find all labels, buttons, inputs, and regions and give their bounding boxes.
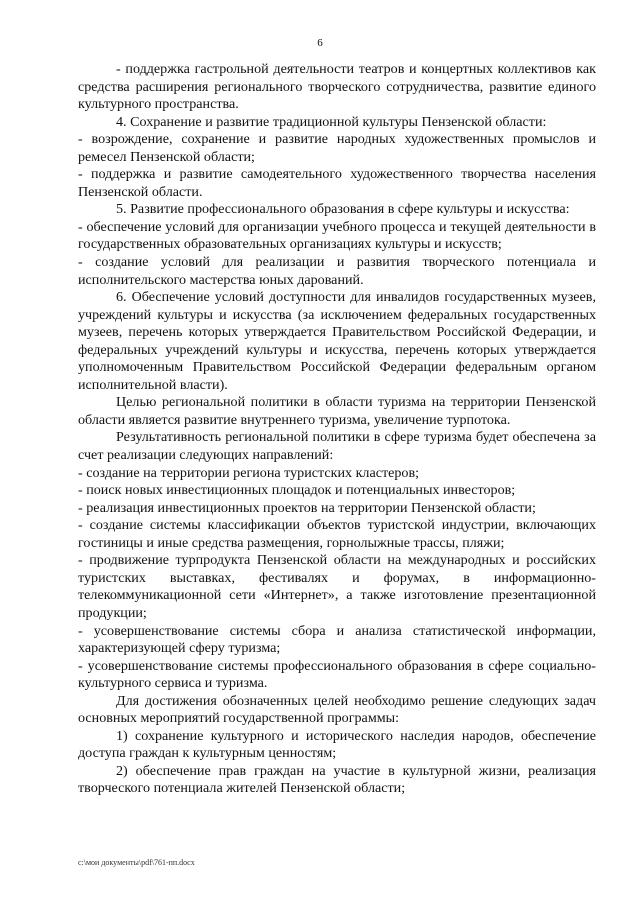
list-item-clusters: - создание на территории региона туристских кластеров;	[78, 464, 420, 481]
paragraph-accessibility: 6. Обеспечение условий доступности для инвалидов государственных музеев, учреждений культуры и искусства (за исключением федеральных государственных музеев, перечень которых утверждается Правительством Российской Федерации, и федеральных учреждений культуры и искусства, перечень которых утверждается уполномоченным Правительством Российской Федерации федеральным органом исполнительной власти).	[78, 289, 596, 393]
list-item-statistics: - усовершенствование системы сбора и анализа статистической информации, характеризующей сферу туризма;	[78, 622, 596, 657]
paragraph-amateur-art: - поддержка и развитие самодеятельного художественного творчества населения Пензенской области.	[78, 166, 596, 200]
paragraph-tourism-goal: Целью региональной политики в области туризма на территории Пензенской области является развитие внутреннего туризма, увеличение турпотока.	[78, 394, 596, 428]
document-body	[78, 61, 596, 798]
paragraph-task-heritage: 1) сохранение культурного и исторического наследия народов, обеспечение доступа граждан к культурным ценностям;	[78, 727, 596, 762]
paragraph-heading-education: 5. Развитие профессионального образования в сфере культуры и искусства:	[116, 201, 570, 218]
paragraph-touring-support: - поддержка гастрольной деятельности театров и концертных коллективов как средства расширения регионального творческого сотрудничества, развитие единого культурного пространства.	[78, 61, 596, 113]
list-item-investors: - поиск новых инвестиционных площадок и потенциальных инвесторов;	[78, 482, 516, 499]
list-item-investment-projects: - реализация инвестиционных проектов на территории Пензенской области;	[78, 499, 536, 516]
list-item-professional-education: - усовершенствование системы профессионального образования в сфере социально-культурного сервиса и туризма.	[78, 657, 596, 692]
paragraph-program-tasks: Для достижения обозначенных целей необходимо решение следующих задач основных мероприятий государственной программы:	[78, 692, 596, 727]
paragraph-task-cultural-life: 2) обеспечение прав граждан на участие в культурной жизни, реализация творческого потенциала жителей Пензенской области;	[78, 762, 596, 797]
list-item-classification: - создание системы классификации объектов туристской индустрии, включающих гостиницы и иные средства размещения, горнолыжные трассы, пляжи;	[78, 517, 596, 551]
paragraph-crafts-revival: - возрождение, сохранение и развитие народных художественных промыслов и ремесел Пензенской области;	[78, 131, 596, 165]
paragraph-education-conditions: - обеспечение условий для организации учебного процесса и текущей деятельности в государственных образовательных организациях культуры и искусств;	[78, 218, 596, 253]
paragraph-heading-traditional-culture: 4. Сохранение и развитие традиционной культуры Пензенской области:	[116, 113, 547, 130]
paragraph-young-talents: - создание условий для реализации и развития творческого потенциала и исполнительского мастерства юных дарований.	[78, 254, 596, 288]
list-item-promotion: - продвижение турпродукта Пензенской области на международных и российских туристских выставках, фестивалях и форумах, в информационно-телекоммуникационной сети «Интернет», а также изготовление презентационной продукции;	[78, 552, 596, 621]
paragraph-tourism-directions: Результативность региональной политики в сфере туризма будет обеспечена за счет реализации следующих направлений:	[78, 429, 596, 464]
page-number: 6	[317, 37, 323, 49]
file-path-footer: c:\мои документы\pdf\761-пп.docx	[78, 858, 195, 867]
